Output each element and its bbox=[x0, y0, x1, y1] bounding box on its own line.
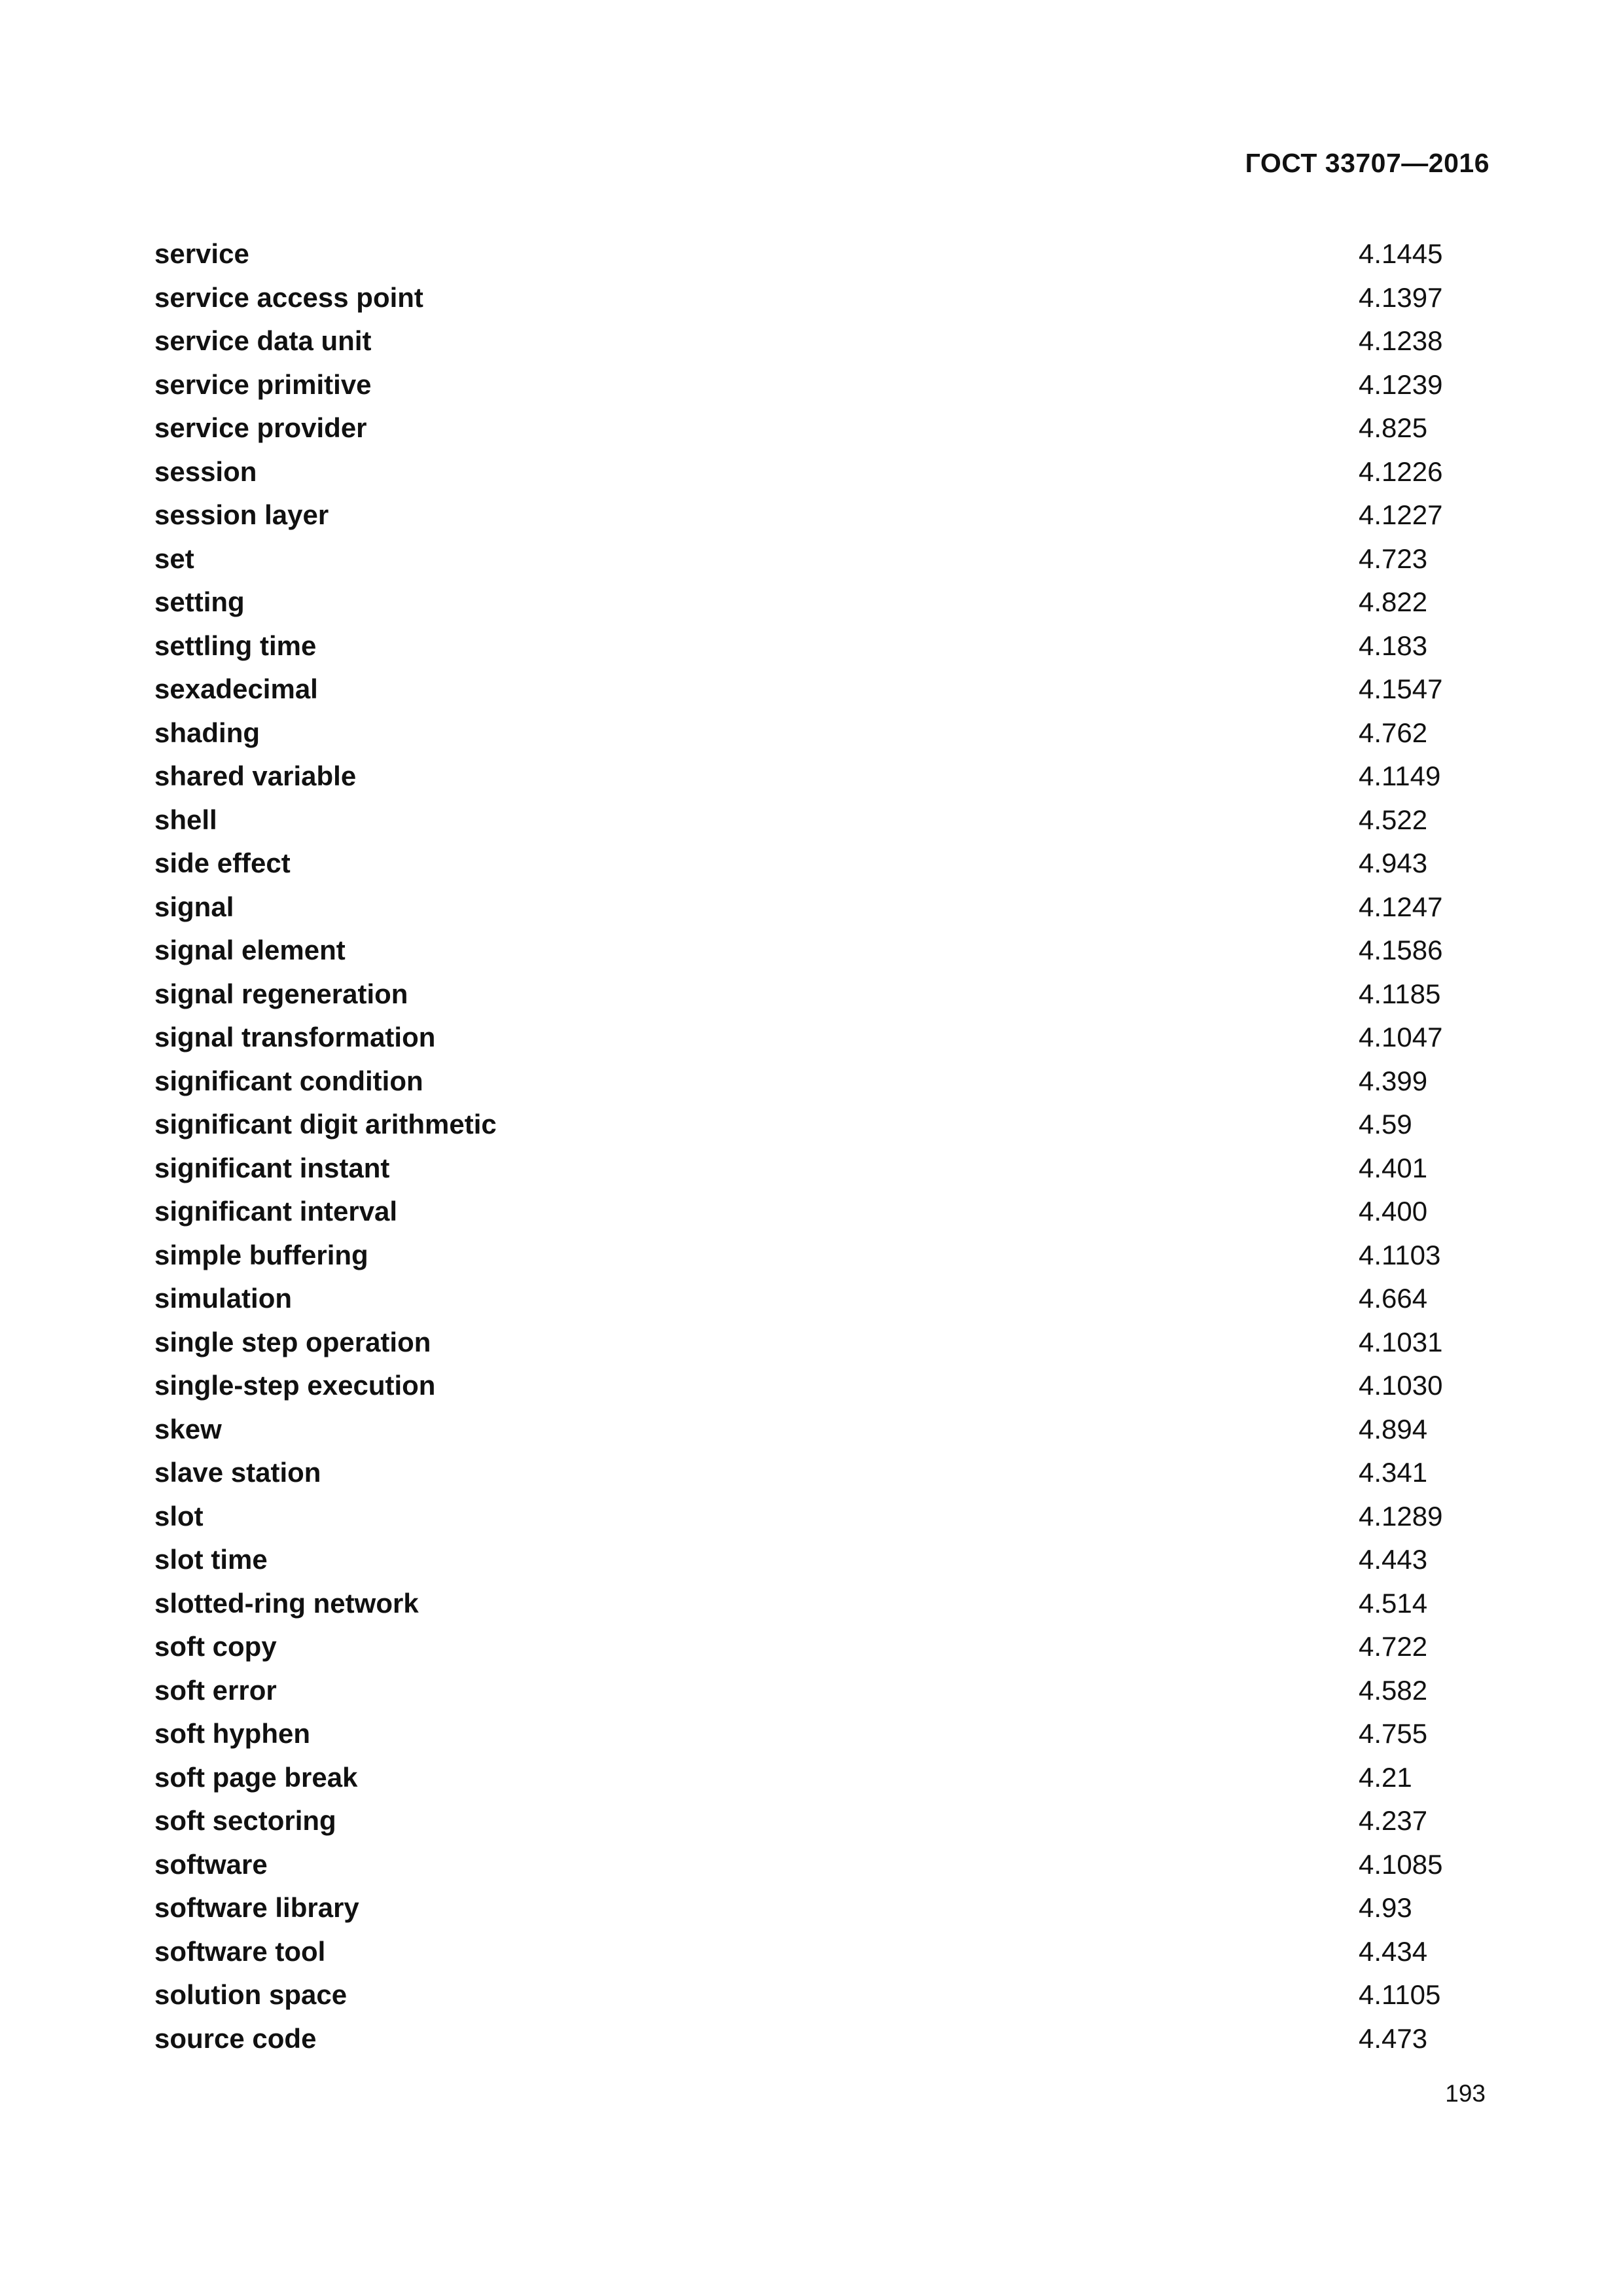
index-ref: 4.1239 bbox=[1359, 368, 1443, 400]
index-ref: 4.1030 bbox=[1359, 1370, 1443, 1401]
index-ref: 4.1103 bbox=[1359, 1239, 1441, 1270]
index-entry bbox=[154, 1930, 1522, 1974]
index-ref: 4.943 bbox=[1359, 848, 1428, 878]
index-term: source code bbox=[154, 2022, 317, 2054]
index-entry bbox=[154, 1712, 1522, 1756]
index-ref: 4.341 bbox=[1359, 1457, 1428, 1488]
index-term: simple buffering bbox=[154, 1239, 368, 1270]
index-term: soft sectoring bbox=[154, 1805, 336, 1836]
index-ref: 4.894 bbox=[1359, 1413, 1428, 1444]
index-ref: 4.1226 bbox=[1359, 456, 1443, 487]
index-entry bbox=[154, 755, 1522, 798]
index-entry bbox=[154, 232, 1522, 276]
index-entry bbox=[154, 668, 1522, 711]
index-term: significant instant bbox=[154, 1152, 390, 1183]
index-term: slot bbox=[154, 1500, 204, 1532]
index-entry bbox=[154, 581, 1522, 624]
index-entry bbox=[154, 1451, 1522, 1495]
index-ref: 4.1031 bbox=[1359, 1326, 1443, 1357]
index-entry bbox=[154, 1973, 1522, 2017]
index-ref: 4.1586 bbox=[1359, 935, 1443, 965]
index-ref: 4.1445 bbox=[1359, 238, 1443, 269]
index-term: shared variable bbox=[154, 761, 357, 791]
index-ref: 4.93 bbox=[1359, 1892, 1412, 1923]
index-ref: 4.1247 bbox=[1359, 891, 1443, 922]
index-entry bbox=[154, 1582, 1522, 1626]
index-term: software library bbox=[154, 1892, 359, 1923]
index-ref: 4.522 bbox=[1359, 804, 1428, 835]
index-term: skew bbox=[154, 1413, 222, 1444]
index-ref: 4.400 bbox=[1359, 1196, 1428, 1227]
index-ref: 4.237 bbox=[1359, 1805, 1428, 1836]
index-ref: 4.723 bbox=[1359, 543, 1428, 574]
index-entry bbox=[154, 1234, 1522, 1278]
index-entry bbox=[154, 450, 1522, 494]
index-entry bbox=[154, 1756, 1522, 1800]
index-ref: 4.1149 bbox=[1359, 761, 1441, 791]
index-ref: 4.443 bbox=[1359, 1544, 1428, 1575]
index-ref: 4.722 bbox=[1359, 1631, 1428, 1662]
index-entry bbox=[154, 1495, 1522, 1539]
index-ref: 4.582 bbox=[1359, 1674, 1428, 1706]
index-entry bbox=[154, 886, 1522, 929]
index-entry bbox=[154, 406, 1522, 450]
index-entry bbox=[154, 1408, 1522, 1452]
index-entry bbox=[154, 624, 1522, 668]
index-ref: 4.21 bbox=[1359, 1761, 1412, 1793]
index-ref: 4.664 bbox=[1359, 1283, 1428, 1314]
index-ref: 4.762 bbox=[1359, 717, 1428, 748]
page-header: ГОСТ 33707—2016 bbox=[1245, 148, 1489, 178]
index-ref: 4.1085 bbox=[1359, 1848, 1443, 1880]
index-ref: 4.822 bbox=[1359, 586, 1428, 617]
index-entry bbox=[154, 1843, 1522, 1887]
index-term: solution space bbox=[154, 1979, 348, 2010]
index-ref: 4.434 bbox=[1359, 1935, 1428, 1967]
index-ref: 4.183 bbox=[1359, 630, 1428, 661]
page-number: 193 bbox=[1445, 2080, 1486, 2107]
index-entry bbox=[154, 537, 1522, 581]
index-term: settling time bbox=[154, 630, 317, 661]
index-term: significant interval bbox=[154, 1196, 398, 1227]
index-term: signal transformation bbox=[154, 1022, 436, 1052]
index-ref: 4.401 bbox=[1359, 1152, 1428, 1183]
index-term: soft copy bbox=[154, 1631, 277, 1662]
index-entry bbox=[154, 1060, 1522, 1103]
index-entry bbox=[154, 276, 1522, 320]
index-entry bbox=[154, 363, 1522, 407]
index-term: side effect bbox=[154, 848, 291, 878]
index-entry bbox=[154, 929, 1522, 973]
index-ref: 4.1047 bbox=[1359, 1022, 1443, 1052]
index-term: significant condition bbox=[154, 1065, 423, 1096]
index-entry bbox=[154, 493, 1522, 537]
index-term: service primitive bbox=[154, 368, 372, 400]
index-entry bbox=[154, 1321, 1522, 1365]
index-term: soft error bbox=[154, 1674, 277, 1706]
index-ref: 4.1227 bbox=[1359, 499, 1443, 530]
index-ref: 4.1105 bbox=[1359, 1979, 1441, 2010]
index-ref: 4.473 bbox=[1359, 2022, 1428, 2054]
index-ref: 4.1397 bbox=[1359, 281, 1443, 313]
index-entry bbox=[154, 1364, 1522, 1408]
index-entry bbox=[154, 1277, 1522, 1321]
index-term: service data unit bbox=[154, 325, 372, 356]
index-entry bbox=[154, 1016, 1522, 1060]
index-term: slave station bbox=[154, 1457, 321, 1488]
index-ref: 4.1547 bbox=[1359, 673, 1443, 704]
index-term: setting bbox=[154, 586, 245, 617]
index-ref: 4.59 bbox=[1359, 1109, 1412, 1139]
index-term: single step operation bbox=[154, 1326, 431, 1357]
index-ref: 4.825 bbox=[1359, 412, 1428, 443]
index-entry bbox=[154, 1669, 1522, 1713]
index-entry bbox=[154, 1538, 1522, 1582]
index-term: service provider bbox=[154, 412, 367, 443]
index-term: single-step execution bbox=[154, 1370, 436, 1401]
index-ref: 4.514 bbox=[1359, 1587, 1428, 1619]
index-entry bbox=[154, 798, 1522, 842]
index-entry bbox=[154, 1625, 1522, 1669]
index-term: significant digit arithmetic bbox=[154, 1109, 497, 1139]
index-term: software bbox=[154, 1848, 268, 1880]
index-term: slot time bbox=[154, 1544, 268, 1575]
index-term: service access point bbox=[154, 281, 423, 313]
index-term: software tool bbox=[154, 1935, 326, 1967]
index-entry bbox=[154, 842, 1522, 886]
index-term: shell bbox=[154, 804, 217, 835]
index-term: signal element bbox=[154, 935, 346, 965]
index-term: service bbox=[154, 238, 249, 269]
index-term: simulation bbox=[154, 1283, 293, 1314]
index-term: session layer bbox=[154, 499, 329, 530]
index-entry bbox=[154, 319, 1522, 363]
index-entry bbox=[154, 973, 1522, 1016]
index-entry bbox=[154, 1147, 1522, 1191]
term-index-list bbox=[154, 232, 1522, 2060]
index-ref: 4.755 bbox=[1359, 1718, 1428, 1749]
index-entry bbox=[154, 711, 1522, 755]
index-term: set bbox=[154, 543, 194, 574]
index-term: soft page break bbox=[154, 1761, 358, 1793]
index-ref: 4.399 bbox=[1359, 1065, 1428, 1096]
index-term: slotted-ring network bbox=[154, 1587, 419, 1619]
index-entry bbox=[154, 1799, 1522, 1843]
index-term: signal regeneration bbox=[154, 978, 408, 1009]
index-entry bbox=[154, 1103, 1522, 1147]
index-term: sexadecimal bbox=[154, 673, 318, 704]
index-term: shading bbox=[154, 717, 260, 748]
index-term: signal bbox=[154, 891, 234, 922]
index-ref: 4.1289 bbox=[1359, 1500, 1443, 1532]
index-entry bbox=[154, 1886, 1522, 1930]
index-entry bbox=[154, 1190, 1522, 1234]
index-ref: 4.1185 bbox=[1359, 978, 1441, 1009]
index-term: soft hyphen bbox=[154, 1718, 310, 1749]
index-ref: 4.1238 bbox=[1359, 325, 1443, 356]
index-entry bbox=[154, 2017, 1522, 2061]
index-term: session bbox=[154, 456, 257, 487]
